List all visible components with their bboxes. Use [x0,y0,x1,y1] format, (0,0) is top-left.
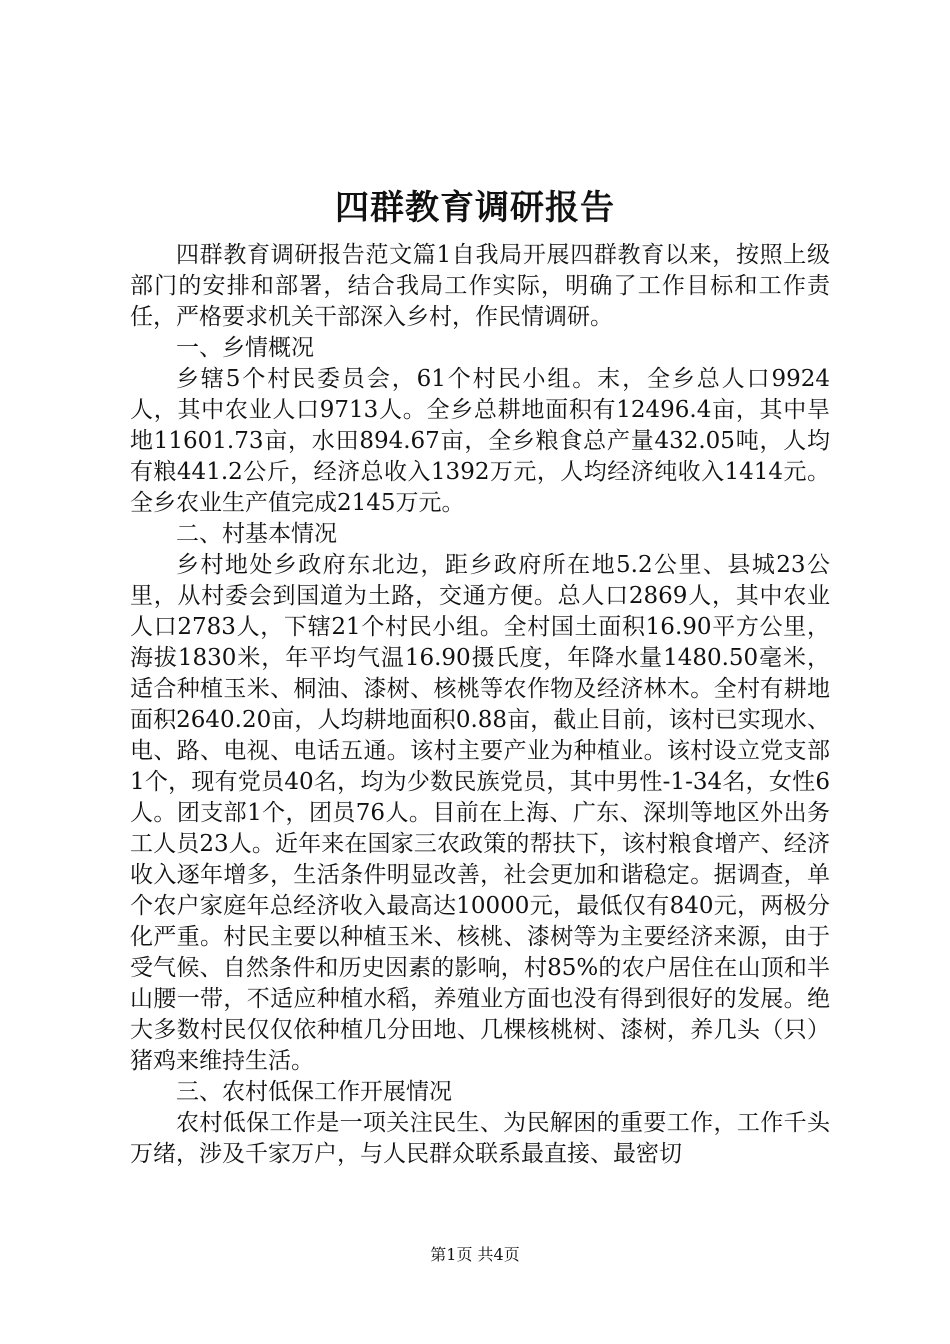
section-heading-1: 一、乡情概况 [176,335,314,361]
paragraph-township-overview: 乡辖5个村民委员会，61个村民小组。末，全乡总人口9924人，其中农业人口9713人。全乡总耕地面积有12496.4亩，其中旱地11601.73亩，水田894.67亩，全乡粮食总产量432.05吨，人均有粮441.2公斤，经济总收入1392万元，人均经济纯收入1414元。全乡农业生产值完成2145万元。 [130,366,830,516]
section-heading-2: 二、村基本情况 [176,521,337,547]
paragraph-village-basics: 乡村地处乡政府东北边，距乡政府所在地5.2公里、县城23公里，从村委会到国道为土路，交通方便。总人口2869人，其中农业人口2783人，下辖21个村民小组。全村国土面积16.90平方公里，海拔1830米，年平均气温16.90摄氏度，年降水量1480.50毫米，适合种植玉米、桐油、漆树、核桃等农作物及经济林木。全村有耕地面积2640.20亩，人均耕地面积0.88亩，截止目前，该村已实现水、电、路、电视、电话五通。该村主要产业为种植业。该村设立党支部1个，现有党员40名，均为少数民族党员，其中男性-1-34名，女性6人。团支部1个，团员76人。目前在上海、广东、深圳等地区外出务工人员23人。近年来在国家三农政策的帮扶下，该村粮食增产、经济收入逐年增多，生活条件明显改善，社会更加和谐稳定。据调查，单个农户家庭年总经济收入最高达10000元，最低仅有840元，两极分化严重。村民主要以种植玉米、核桃、漆树等为主要经济来源，由于受气候、自然条件和历史因素的影响，村85%的农户居住在山顶和半山腰一带，不适应种植水稻，养殖业方面也没有得到很好的发展。绝大多数村民仅仅依种植几分田地、几棵核桃树、漆树，养几头（只）猪鸡来维持生活。 [130,552,830,1074]
page-footer: 第1页 共4页 [430,1245,520,1264]
paragraph-subsistence-allowance: 农村低保工作是一项关注民生、为民解困的重要工作，工作千头万绪，涉及千家万户，与人民群众联系最直接、最密切 [130,1110,830,1167]
paragraph-intro: 四群教育调研报告范文篇1自我局开展四群教育以来，按照上级部门的安排和部署，结合我局工作实际，明确了工作目标和工作责任，严格要求机关干部深入乡村，作民情调研。 [130,242,830,330]
section-heading-3: 三、农村低保工作开展情况 [176,1079,452,1105]
document-body [130,240,830,1170]
document-title: 四群教育调研报告 [335,188,615,228]
